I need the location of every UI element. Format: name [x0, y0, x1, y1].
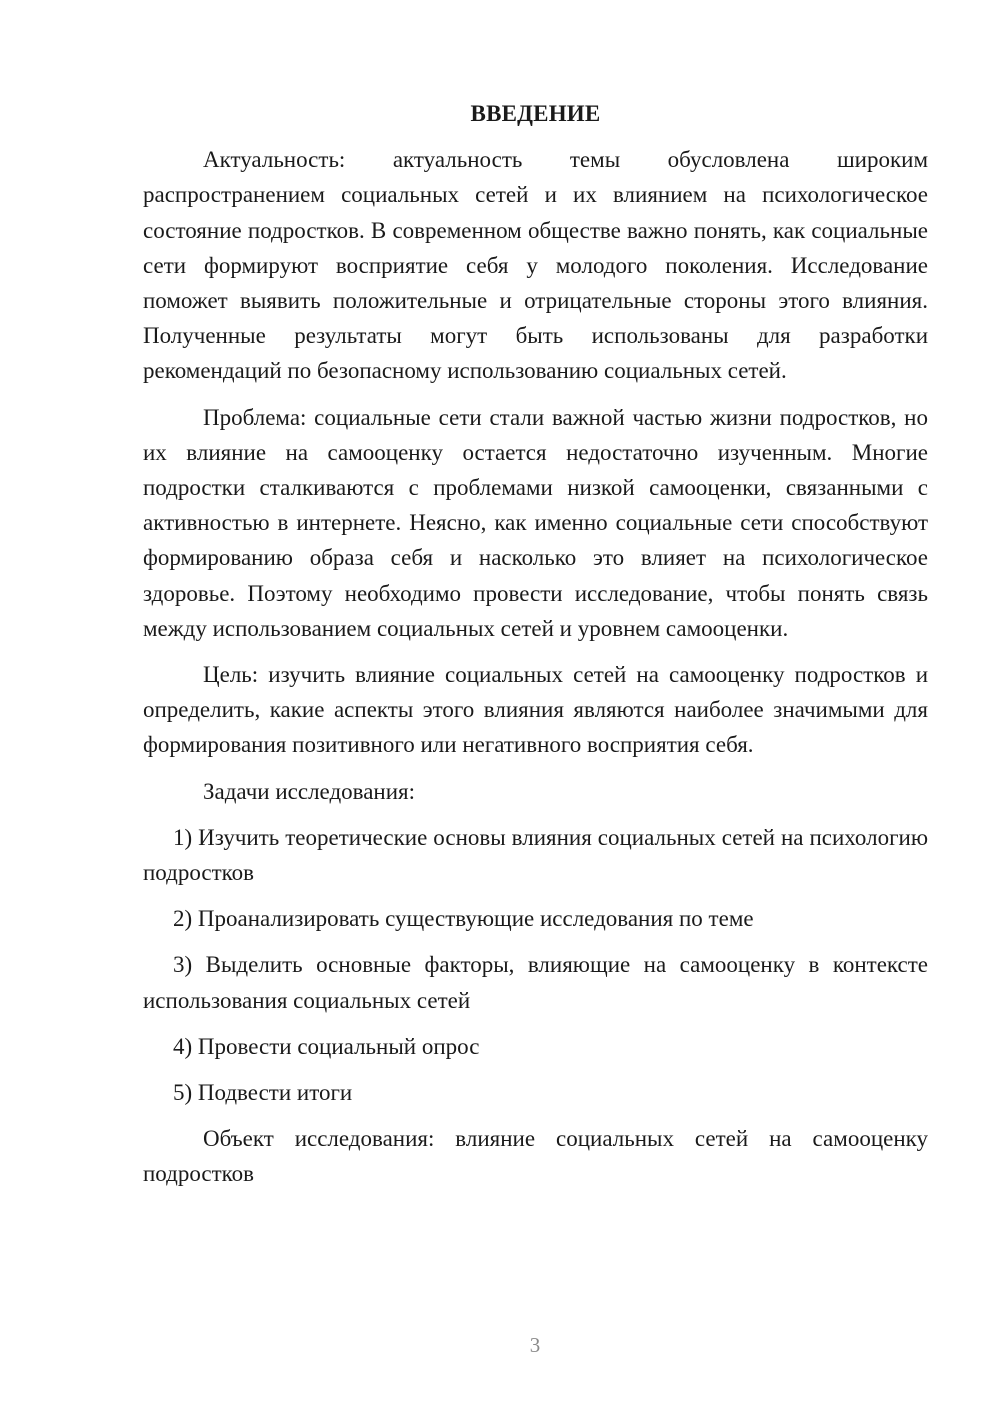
- document-page: [143, 96, 928, 1203]
- tasks-list: [143, 820, 928, 1110]
- tasks-heading: Задачи исследования:: [203, 778, 416, 804]
- paragraph-object: Объект исследования: влияние социальных сетей на самооценку подростков: [143, 1126, 928, 1187]
- paragraph-relevance: Актуальность: актуальность темы обусловлена широким распространением социальных сетей и их влиянием на психологическое состояние подростков. В современном обществе важно понять, как социальные сети формируют восприятие себя у молодого поколения. Исследование поможет выявить положительные и отрицательные стороны этого влияния. Полученные результаты могут быть использованы для разработки рекомендаций по безопасному использованию социальных сетей.: [143, 147, 928, 384]
- task-item-3: 3) Выделить основные факторы, влияющие на самооценку в контексте использования социальных сетей: [143, 952, 928, 1013]
- task-item-4: 4) Провести социальный опрос: [173, 1033, 480, 1059]
- paragraph-goal: Цель: изучить влияние социальных сетей на самооценку подростков и определить, какие аспекты этого влияния являются наиболее значимыми для формирования позитивного или негативного восприятия себя.: [143, 662, 928, 758]
- task-item-1: 1) Изучить теоретические основы влияния социальных сетей на психологию подростков: [143, 824, 928, 886]
- section-title: ВВЕДЕНИЕ: [470, 101, 601, 126]
- paragraph-problem: Проблема: социальные сети стали важной частью жизни подростков, но их влияние на самооценку остается недостаточно изученным. Многие подростки сталкиваются с проблемами низкой самооценки, связанными с активностью в интернете. Неясно, как именно социальные сети способствуют формированию образа себя и насколько это влияет на психологическое здоровье. Поэтому необходимо провести исследование, чтобы понять связь между использованием социальных сетей и уровнем самооценки.: [143, 404, 928, 641]
- task-item-5: 5) Подвести итоги: [173, 1080, 353, 1106]
- page-number: 3: [529, 1333, 541, 1357]
- task-item-2: 2) Проанализировать существующие исследования по теме: [173, 906, 754, 932]
